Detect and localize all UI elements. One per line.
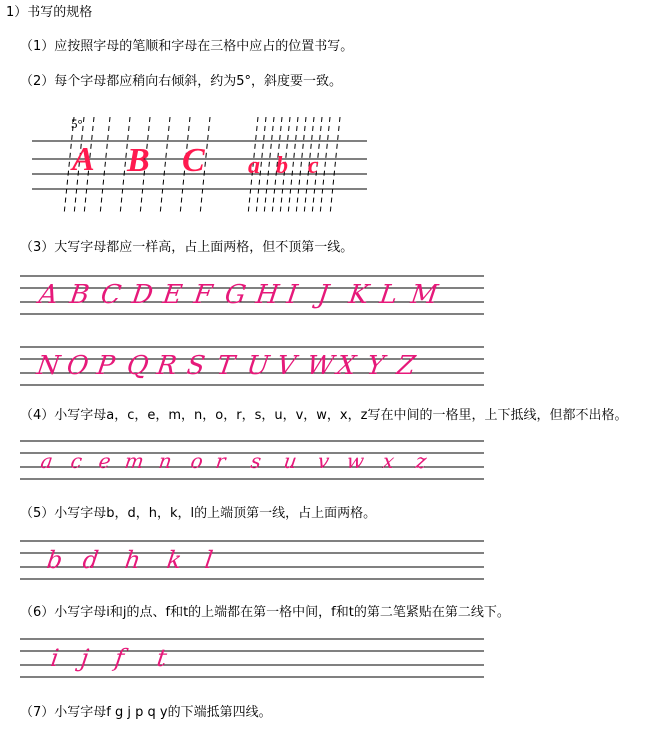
letter-k: k bbox=[165, 546, 184, 574]
letter-z: z bbox=[414, 449, 429, 473]
rule-4: （4）小写字母a，c，e，m，n，o，r，s，u，v，w，x，z写在中间的一格里，上下抵线，但都不出格。 bbox=[20, 408, 628, 423]
letter-D: D bbox=[129, 280, 155, 310]
section-title: 1）书写的规格 bbox=[6, 5, 93, 20]
letter-c: c bbox=[69, 449, 84, 473]
letter-U: U bbox=[244, 351, 271, 381]
rule-2: （2）每个字母都应稍向右倾斜，约为5°，斜度要一致。 bbox=[20, 74, 343, 89]
rule-1: （1）应按照字母的笔顺和字母在三格中应占的位置书写。 bbox=[20, 39, 354, 54]
letter-h: h bbox=[123, 546, 143, 574]
letter-u: u bbox=[282, 449, 299, 473]
letter-G: G bbox=[222, 280, 248, 310]
letter-K: K bbox=[346, 280, 371, 310]
letter-C: C bbox=[98, 280, 123, 310]
demo-letter-b-lower: b bbox=[276, 153, 288, 179]
letter-Q: Q bbox=[124, 351, 151, 381]
letter-X: X bbox=[334, 351, 358, 381]
demo-letter-c-lower: c bbox=[308, 153, 319, 179]
demo-letter-B-upper: B bbox=[127, 142, 150, 179]
letter-b: b bbox=[45, 546, 65, 574]
demo-letter-a-lower: a bbox=[248, 153, 260, 179]
handwriting-bands bbox=[20, 276, 484, 677]
lowercase-dots-row bbox=[20, 639, 484, 677]
letter-v: v bbox=[316, 449, 331, 473]
letter-r: r bbox=[214, 449, 228, 473]
letter-V: V bbox=[274, 351, 298, 381]
letter-i: i bbox=[49, 644, 61, 672]
letter-x: x bbox=[381, 449, 396, 473]
demo-letter-A-upper: A bbox=[72, 141, 95, 178]
letter-Z: Z bbox=[394, 351, 418, 381]
letter-W: W bbox=[304, 351, 336, 381]
letter-O: O bbox=[64, 351, 91, 381]
letter-e: e bbox=[97, 449, 113, 473]
letter-H: H bbox=[253, 280, 281, 310]
angle-label: 5° bbox=[71, 116, 83, 131]
letter-t: t bbox=[155, 644, 169, 672]
letter-a: a bbox=[39, 449, 55, 473]
letter-f: f bbox=[113, 644, 126, 672]
lowercase-tall-row bbox=[20, 541, 484, 579]
letter-o: o bbox=[189, 449, 205, 473]
letter-m: m bbox=[123, 449, 146, 473]
letter-B: B bbox=[67, 280, 92, 310]
rule-5: （5）小写字母b，d，h，k，l的上端顶第一线，占上面两格。 bbox=[20, 506, 377, 521]
letter-T: T bbox=[214, 351, 237, 381]
letter-j: j bbox=[79, 644, 91, 672]
letter-E: E bbox=[160, 280, 185, 310]
letter-d: d bbox=[81, 546, 101, 574]
demo-letter-C-upper: C bbox=[182, 142, 205, 179]
letter-n: n bbox=[157, 449, 174, 473]
uppercase-row-1 bbox=[20, 276, 484, 314]
letter-A: A bbox=[36, 280, 60, 310]
rule-6: （6）小写字母i和j的点、f和t的上端都在第一格中间，f和t的第二笔紧贴在第二线下。 bbox=[20, 605, 510, 620]
letter-R: R bbox=[154, 351, 179, 381]
letter-F: F bbox=[191, 280, 215, 310]
letter-w: w bbox=[345, 449, 366, 473]
rule-7: （7）小写字母f g j p q y的下端抵第四线。 bbox=[20, 705, 272, 720]
letter-l: l bbox=[203, 546, 215, 574]
letter-N: N bbox=[34, 351, 62, 381]
letter-J: J bbox=[315, 280, 331, 310]
lowercase-middle-row bbox=[20, 441, 484, 479]
letter-S: S bbox=[184, 351, 207, 381]
letter-I: I bbox=[284, 280, 300, 310]
letter-L: L bbox=[377, 280, 400, 310]
uppercase-row-2 bbox=[20, 347, 484, 385]
rule-3: （3）大写字母都应一样高，占上面两格，但不顶第一线。 bbox=[20, 240, 354, 255]
letter-Y: Y bbox=[364, 351, 387, 381]
letter-M: M bbox=[408, 280, 440, 310]
letter-s: s bbox=[249, 449, 263, 473]
letter-P: P bbox=[94, 351, 117, 381]
